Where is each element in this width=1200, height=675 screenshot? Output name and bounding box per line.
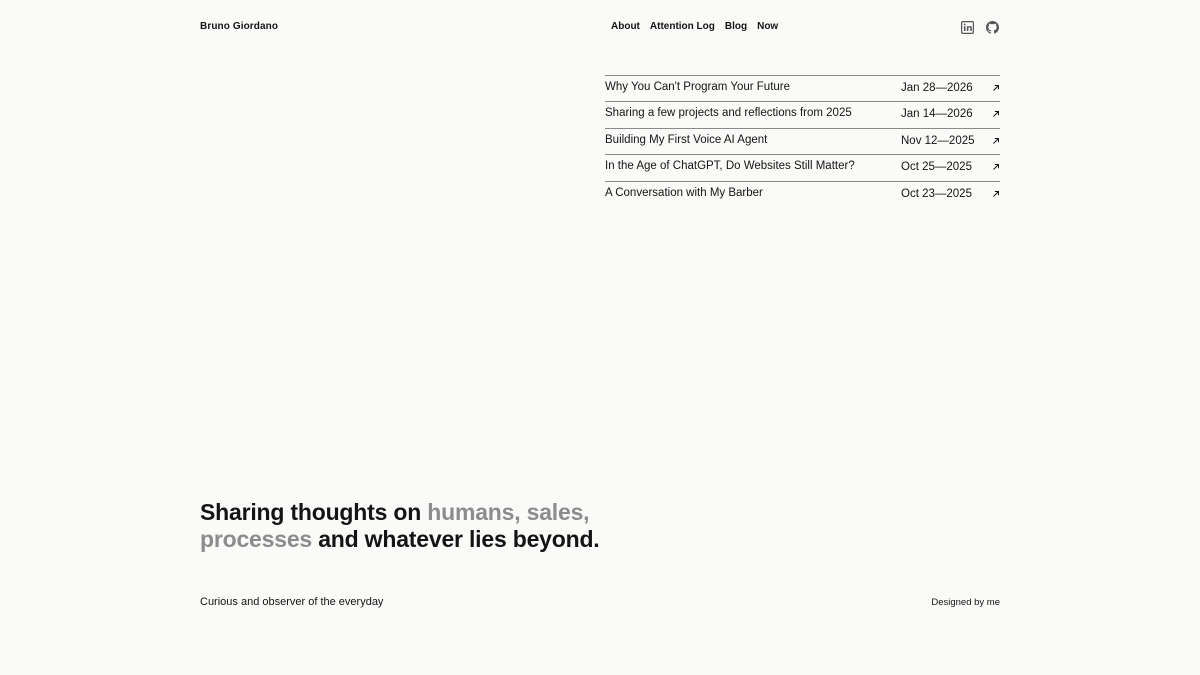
footer-credit: Designed by me — [931, 597, 1000, 608]
footer-tagline: Curious and observer of the everyday — [200, 596, 384, 608]
hero-text-lead: Sharing thoughts on — [200, 499, 428, 525]
arrow-up-right-icon — [992, 84, 1000, 92]
post-link[interactable] — [605, 154, 1000, 180]
post-link[interactable] — [605, 128, 1000, 154]
post-link[interactable] — [605, 101, 1000, 127]
hero-text-highlight: humans, sales, processes — [200, 499, 590, 552]
linkedin-icon[interactable] — [961, 21, 974, 34]
arrow-up-right-icon — [992, 137, 1000, 145]
list-item — [605, 154, 1000, 180]
post-date: Oct 23—2025 — [901, 187, 972, 200]
post-link[interactable] — [605, 181, 1000, 207]
site-brand-link[interactable]: Bruno Giordano — [200, 21, 279, 32]
list-item — [605, 101, 1000, 127]
arrow-up-right-icon — [992, 110, 1000, 118]
main-nav — [611, 21, 778, 32]
post-date: Oct 25—2025 — [901, 161, 972, 174]
arrow-up-right-icon — [992, 190, 1000, 198]
nav-link-about[interactable]: About — [611, 21, 640, 32]
post-title: Sharing a few projects and reflections from 2025 — [605, 107, 852, 120]
nav-link-blog[interactable]: Blog — [724, 21, 748, 32]
arrow-up-right-icon — [992, 163, 1000, 171]
post-title: Building My First Voice AI Agent — [605, 133, 768, 146]
post-list — [605, 75, 1000, 207]
post-date: Jan 14—2026 — [901, 108, 973, 121]
list-item — [605, 181, 1000, 207]
list-item — [605, 75, 1000, 101]
nav-link-attention-log[interactable]: Attention Log — [649, 21, 715, 32]
post-title: Why You Can't Program Your Future — [605, 81, 791, 93]
github-icon[interactable] — [986, 21, 999, 34]
post-date: Jan 28—2026 — [901, 82, 973, 94]
post-title: In the Age of ChatGPT, Do Websites Still Matter? — [605, 160, 855, 173]
hero-heading — [200, 499, 620, 553]
nav-link-now[interactable]: Now — [757, 21, 779, 32]
post-link[interactable] — [605, 75, 1000, 101]
post-date: Nov 12—2025 — [901, 134, 975, 147]
social-links — [961, 21, 999, 34]
hero-text-tail: and whatever lies beyond. — [312, 526, 600, 552]
list-item — [605, 128, 1000, 154]
post-title: A Conversation with My Barber — [605, 186, 763, 199]
